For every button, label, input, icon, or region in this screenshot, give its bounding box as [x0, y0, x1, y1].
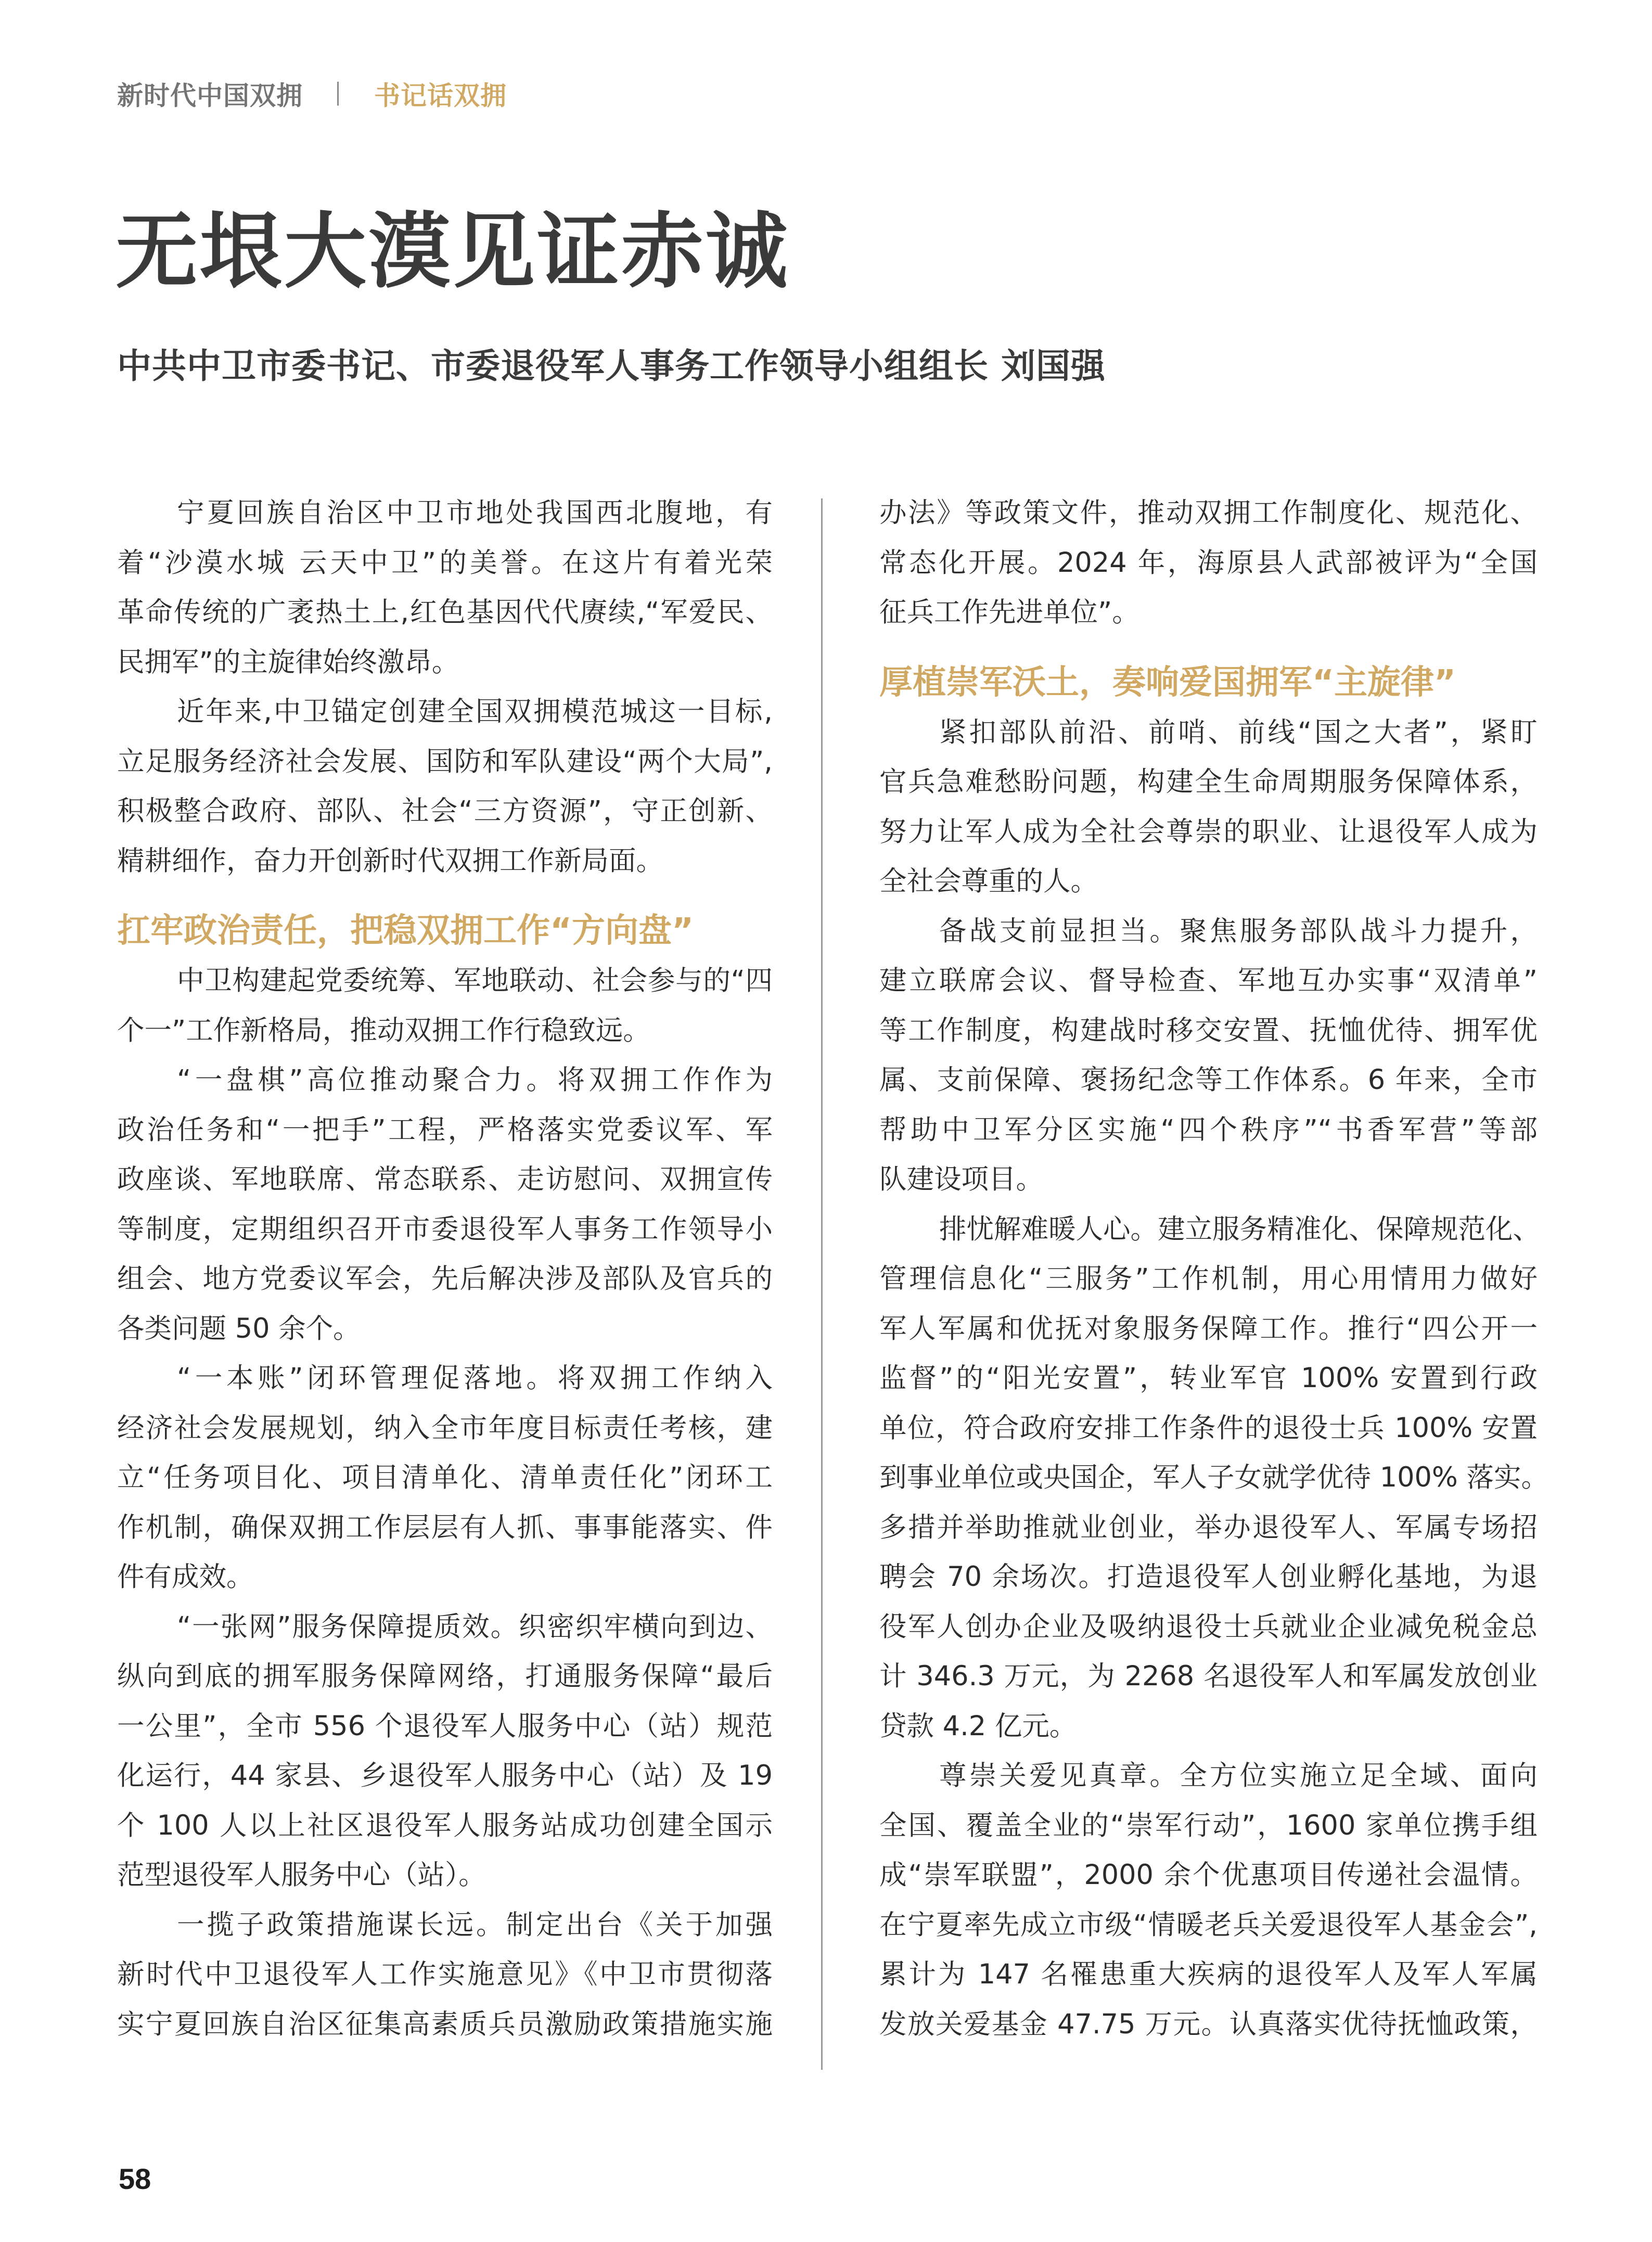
text-line: 紧扣部队前沿、前哨、前线“国之大者”，紧盯 [939, 716, 1538, 748]
page-number: 58 [119, 2162, 151, 2195]
article-byline: 中共中卫市委书记、市委退役军人事务工作领导小组组长 刘国强 [117, 346, 1106, 386]
text-line: 政座谈、军地联席、常态联系、走访慰问、双拥宣传 [117, 1163, 773, 1195]
text-line: 成“崇军联盟”，2000 余个优惠项目传递社会温情。 [879, 1859, 1538, 1891]
text-line: 建立联席会议、督导检查、军地互办实事“双清单” [879, 965, 1538, 996]
header-section-name: 新时代中国双拥 [117, 81, 303, 111]
article-title: 无垠大漠见证赤诚 [116, 203, 790, 300]
left-column [117, 488, 773, 2049]
text-line: 精耕细作，奋力开创新时代双拥工作新局面。 [117, 844, 664, 877]
text-line: 帮助中卫军分区实施“四个秩序”“书香军营”等部 [879, 1113, 1538, 1146]
paragraph [117, 1353, 773, 1602]
text-line: 近年来,中卫锚定创建全国双拥模范城这一目标, [177, 696, 773, 727]
text-line: 立足服务经济社会发展、国防和军队建设“两个大局”, [117, 745, 773, 777]
text-line: 尊崇关爱见真章。全方位实施立足全域、面向 [939, 1760, 1538, 1791]
paragraph [117, 956, 773, 1055]
text-line: 队建设项目。 [879, 1163, 1044, 1195]
text-line: 宁夏回族自治区中卫市地处我国西北腹地，有 [177, 497, 773, 529]
text-line: 件有成效。 [117, 1561, 254, 1593]
text-line: 范型退役军人服务中心（站）。 [117, 1859, 486, 1891]
paragraph [879, 906, 1538, 1205]
text-line: 办法》等政策文件，推动双拥工作制度化、规范化、 [879, 497, 1538, 529]
paragraph [117, 1900, 773, 2049]
text-line: 征兵工作先进单位”。 [879, 596, 1139, 628]
text-line: 着“沙漠水城 云天中卫”的美誉。在这片有着光荣 [117, 546, 773, 579]
text-line: “一盘棋”高位推动聚合力。将双拥工作作为 [177, 1064, 773, 1096]
text-line: 发放关爱基金 47.75 万元。认真落实优待抚恤政策， [879, 2008, 1538, 2040]
text-line: 积极整合政府、部队、社会“三方资源”，守正创新、 [117, 795, 773, 827]
text-line: 等工作制度，构建战时移交安置、抚恤优待、拥军优 [879, 1014, 1538, 1046]
text-line: 管理信息化“三服务”工作机制，用心用情用力做好 [879, 1263, 1538, 1295]
text-line: 备战支前显担当。聚焦服务部队战斗力提升， [939, 915, 1538, 947]
text-line: 纵向到底的拥军服务保障网络，打通服务保障“最后 [117, 1660, 773, 1692]
paragraph [117, 687, 773, 886]
section-heading: 扛牢政治责任，把稳双拥工作“方向盘” [117, 912, 694, 950]
text-line: 属、支前保障、褒扬纪念等工作体系。6 年来，全市 [879, 1064, 1538, 1096]
text-line: 政治任务和“一把手”工程，严格落实党委议军、军 [117, 1113, 773, 1146]
text-line: 各类问题 50 余个。 [117, 1312, 361, 1344]
text-line: “一张网”服务保障提质效。织密织牢横向到边、 [177, 1610, 773, 1643]
text-line: 监督”的“阳光安置”，转业军官 100% 安置到行政 [879, 1362, 1538, 1394]
paragraph [117, 488, 773, 687]
text-line: 计 346.3 万元，为 2268 名退役军人和军属发放创业 [879, 1660, 1538, 1692]
text-line: 全社会尊重的人。 [879, 865, 1098, 897]
text-line: 努力让军人成为全社会尊崇的职业、让退役军人成为 [879, 815, 1538, 848]
text-line: 作机制，确保双拥工作层层有人抓、事事能落实、件 [117, 1511, 773, 1543]
text-line: 累计为 147 名罹患重大疾病的退役军人及军人军属 [879, 1958, 1538, 1990]
text-line: 等制度，定期组织召开市委退役军人事务工作领导小 [117, 1213, 773, 1245]
header-divider [337, 82, 339, 106]
column-divider [821, 498, 823, 2070]
running-header [117, 73, 507, 114]
text-line: 全国、覆盖全业的“崇军行动”，1600 家单位携手组 [879, 1809, 1538, 1841]
header-column-name: 书记话双拥 [374, 81, 507, 111]
text-line: 个 100 人以上社区退役军人服务站成功创建全国示 [117, 1809, 773, 1841]
text-line: 官兵急难愁盼问题，构建全生命周期服务保障体系， [879, 766, 1538, 798]
paragraph [117, 1602, 773, 1900]
text-line: 一公里”，全市 556 个退役军人服务中心（站）规范 [117, 1710, 773, 1742]
paragraph [879, 1205, 1548, 1751]
text-line: 立“任务项目化、项目清单化、清单责任化”闭环工 [117, 1462, 773, 1493]
text-line: 军人军属和优抚对象服务保障工作。推行“四公开一 [879, 1312, 1538, 1344]
paragraph [879, 1751, 1538, 2049]
text-line: 贷款 4.2 亿元。 [879, 1710, 1077, 1742]
text-line: 新时代中卫退役军人工作实施意见》《中卫市贯彻落 [117, 1958, 773, 1990]
paragraph [117, 1055, 773, 1353]
text-line: 役军人创办企业及吸纳退役士兵就业企业减免税金总 [879, 1610, 1538, 1643]
text-line: 常态化开展。2024 年，海原县人武部被评为“全国 [879, 546, 1538, 579]
text-line: “一本账”闭环管理促落地。将双拥工作纳入 [177, 1362, 773, 1394]
text-line: 一揽子政策措施谋长远。制定出台《关于加强 [177, 1908, 773, 1941]
text-line: 单位，符合政府安排工作条件的退役士兵 100% 安置 [879, 1412, 1538, 1444]
right-column [879, 488, 1548, 2049]
text-line: 化运行，44 家县、乡退役军人服务中心（站）及 19 [117, 1760, 773, 1791]
text-line: 实宁夏回族自治区征集高素质兵员激励政策措施实施 [117, 2008, 773, 2040]
paragraph [879, 708, 1538, 906]
text-line: 排忧解难暖人心。建立服务精准化、保障规范化、 [939, 1213, 1541, 1245]
text-line: 经济社会发展规划，纳入全市年度目标责任考核，建 [117, 1412, 773, 1444]
paragraph-continued [879, 488, 1538, 637]
text-line: 聘会 70 余场次。打造退役军人创业孵化基地，为退 [879, 1561, 1538, 1593]
text-line: 中卫构建起党委统筹、军地联动、社会参与的“四 [177, 965, 773, 996]
text-line: 个一”工作新格局，推动双拥工作行稳致远。 [117, 1014, 650, 1046]
text-line: 民拥军”的主旋律始终激昂。 [117, 646, 459, 678]
text-line: 在宁夏率先成立市级“情暖老兵关爱退役军人基金会”, [879, 1908, 1538, 1941]
text-line: 革命传统的广袤热土上,红色基因代代赓续,“军爱民、 [117, 596, 773, 628]
text-line: 组会、地方党委议军会，先后解决涉及部队及官兵的 [117, 1263, 773, 1295]
section-heading: 厚植崇军沃土，奏响爱国拥军“主旋律” [879, 663, 1456, 702]
text-line: 多措并举助推就业创业，举办退役军人、军属专场招 [879, 1511, 1538, 1543]
text-line: 到事业单位或央国企，军人子女就学优待 100% 落实。 [879, 1462, 1548, 1493]
